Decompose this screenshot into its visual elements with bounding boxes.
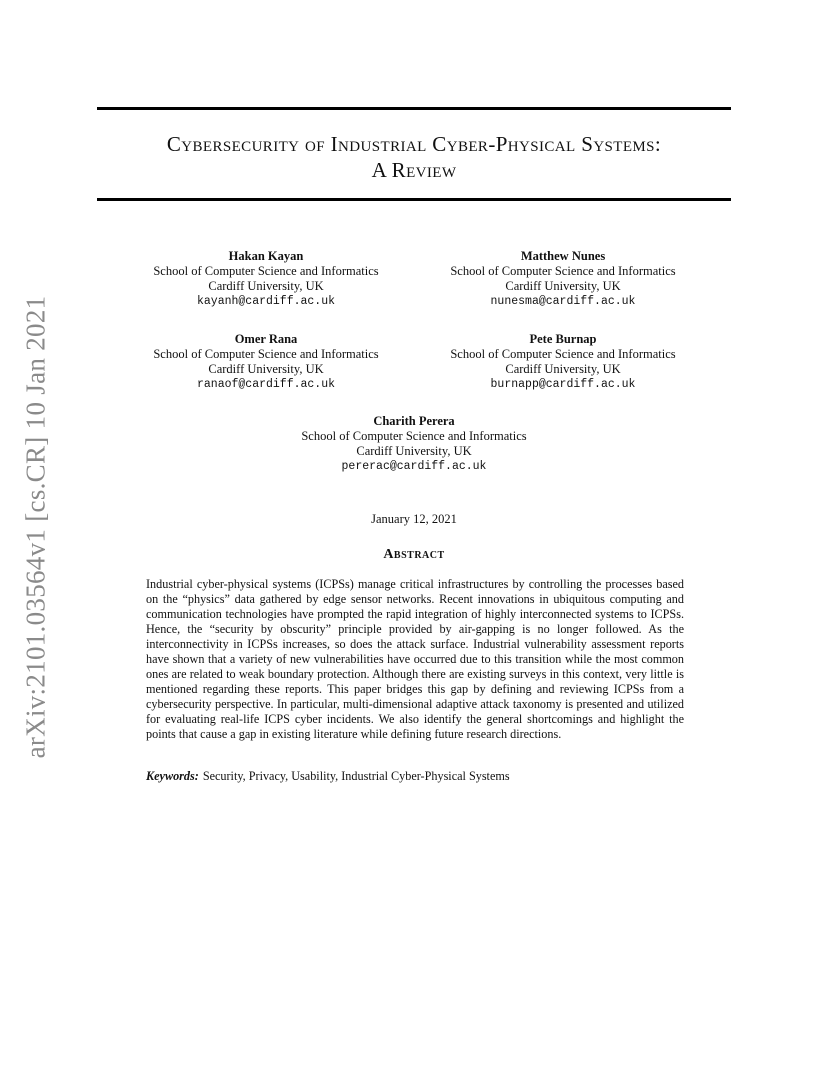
abstract-heading: Abstract — [383, 547, 445, 562]
keywords-text: Security, Privacy, Usability, Industrial Cyber-Physical Systems — [202, 769, 510, 783]
author-block — [264, 414, 564, 474]
author-block — [116, 332, 416, 392]
author-university: Cardiff University, UK — [208, 279, 324, 293]
author-email[interactable]: kayanh@cardiff.ac.uk — [196, 295, 336, 308]
author-university: Cardiff University, UK — [356, 444, 472, 458]
author-block — [116, 249, 416, 309]
title-bottom-rule — [97, 198, 731, 201]
title-top-rule — [97, 107, 731, 110]
author-university: Cardiff University, UK — [208, 362, 324, 376]
author-university: Cardiff University, UK — [505, 279, 621, 293]
author-block — [413, 332, 713, 392]
author-email[interactable]: ranaof@cardiff.ac.uk — [196, 378, 336, 391]
author-block — [413, 249, 713, 309]
author-affiliation: School of Computer Science and Informatics — [450, 347, 676, 361]
title-line-2: A Review — [371, 158, 457, 182]
author-name: Charith Perera — [373, 414, 455, 428]
author-name: Omer Rana — [234, 332, 298, 346]
paper-title — [97, 131, 731, 183]
author-name: Pete Burnap — [529, 332, 597, 346]
author-email[interactable]: pererac@cardiff.ac.uk — [341, 460, 487, 473]
abstract-text: Industrial cyber-physical systems (ICPSs) manage critical infrastructures by controlling the processes based on the “physics” data gathered by edge sensor networks. Recent innovations in ubiquitous computing and communication technologies have prompted the rapid integration of highly interconnected systems to ICPSs. Hence, the “security by obscurity” principle provided by air-gapping is no longer followed. As the interconnectivity in ICPSs increases, so does the attack surface. Industrial vulnerability assessment reports have shown that a variety of new vulnerabilities have occurred due to this transition while the most common ones are related to weak boundary protection. Although there are existing surveys in this context, very little is mentioned regarding these reports. This paper bridges this gap by defining and reviewing ICPSs from a cybersecurity perspective. In particular, multi-dimensional adaptive attack taxonomy is presented and utilized for evaluating real-life ICPS cyber incidents. We also identify the general shortcomings and highlight the points that cause a gap in existing literature while defining future research directions. — [146, 577, 684, 741]
keywords-label: Keywords: — [146, 769, 199, 783]
author-university: Cardiff University, UK — [505, 362, 621, 376]
author-email[interactable]: burnapp@cardiff.ac.uk — [490, 378, 636, 391]
author-name: Hakan Kayan — [228, 249, 304, 263]
author-name: Matthew Nunes — [520, 249, 606, 263]
keywords-line — [146, 769, 684, 784]
publication-date: January 12, 2021 — [371, 512, 457, 526]
author-affiliation: School of Computer Science and Informatics — [450, 264, 676, 278]
author-affiliation: School of Computer Science and Informatics — [301, 429, 527, 443]
author-affiliation: School of Computer Science and Informatics — [153, 347, 379, 361]
author-affiliation: School of Computer Science and Informatics — [153, 264, 379, 278]
title-line-1: Cybersecurity of Industrial Cyber-Physical Systems: — [166, 132, 662, 156]
author-email[interactable]: nunesma@cardiff.ac.uk — [490, 295, 636, 308]
arxiv-identifier-stamp: arXiv:2101.03564v1 [cs.CR] 10 Jan 2021 — [20, 295, 51, 759]
